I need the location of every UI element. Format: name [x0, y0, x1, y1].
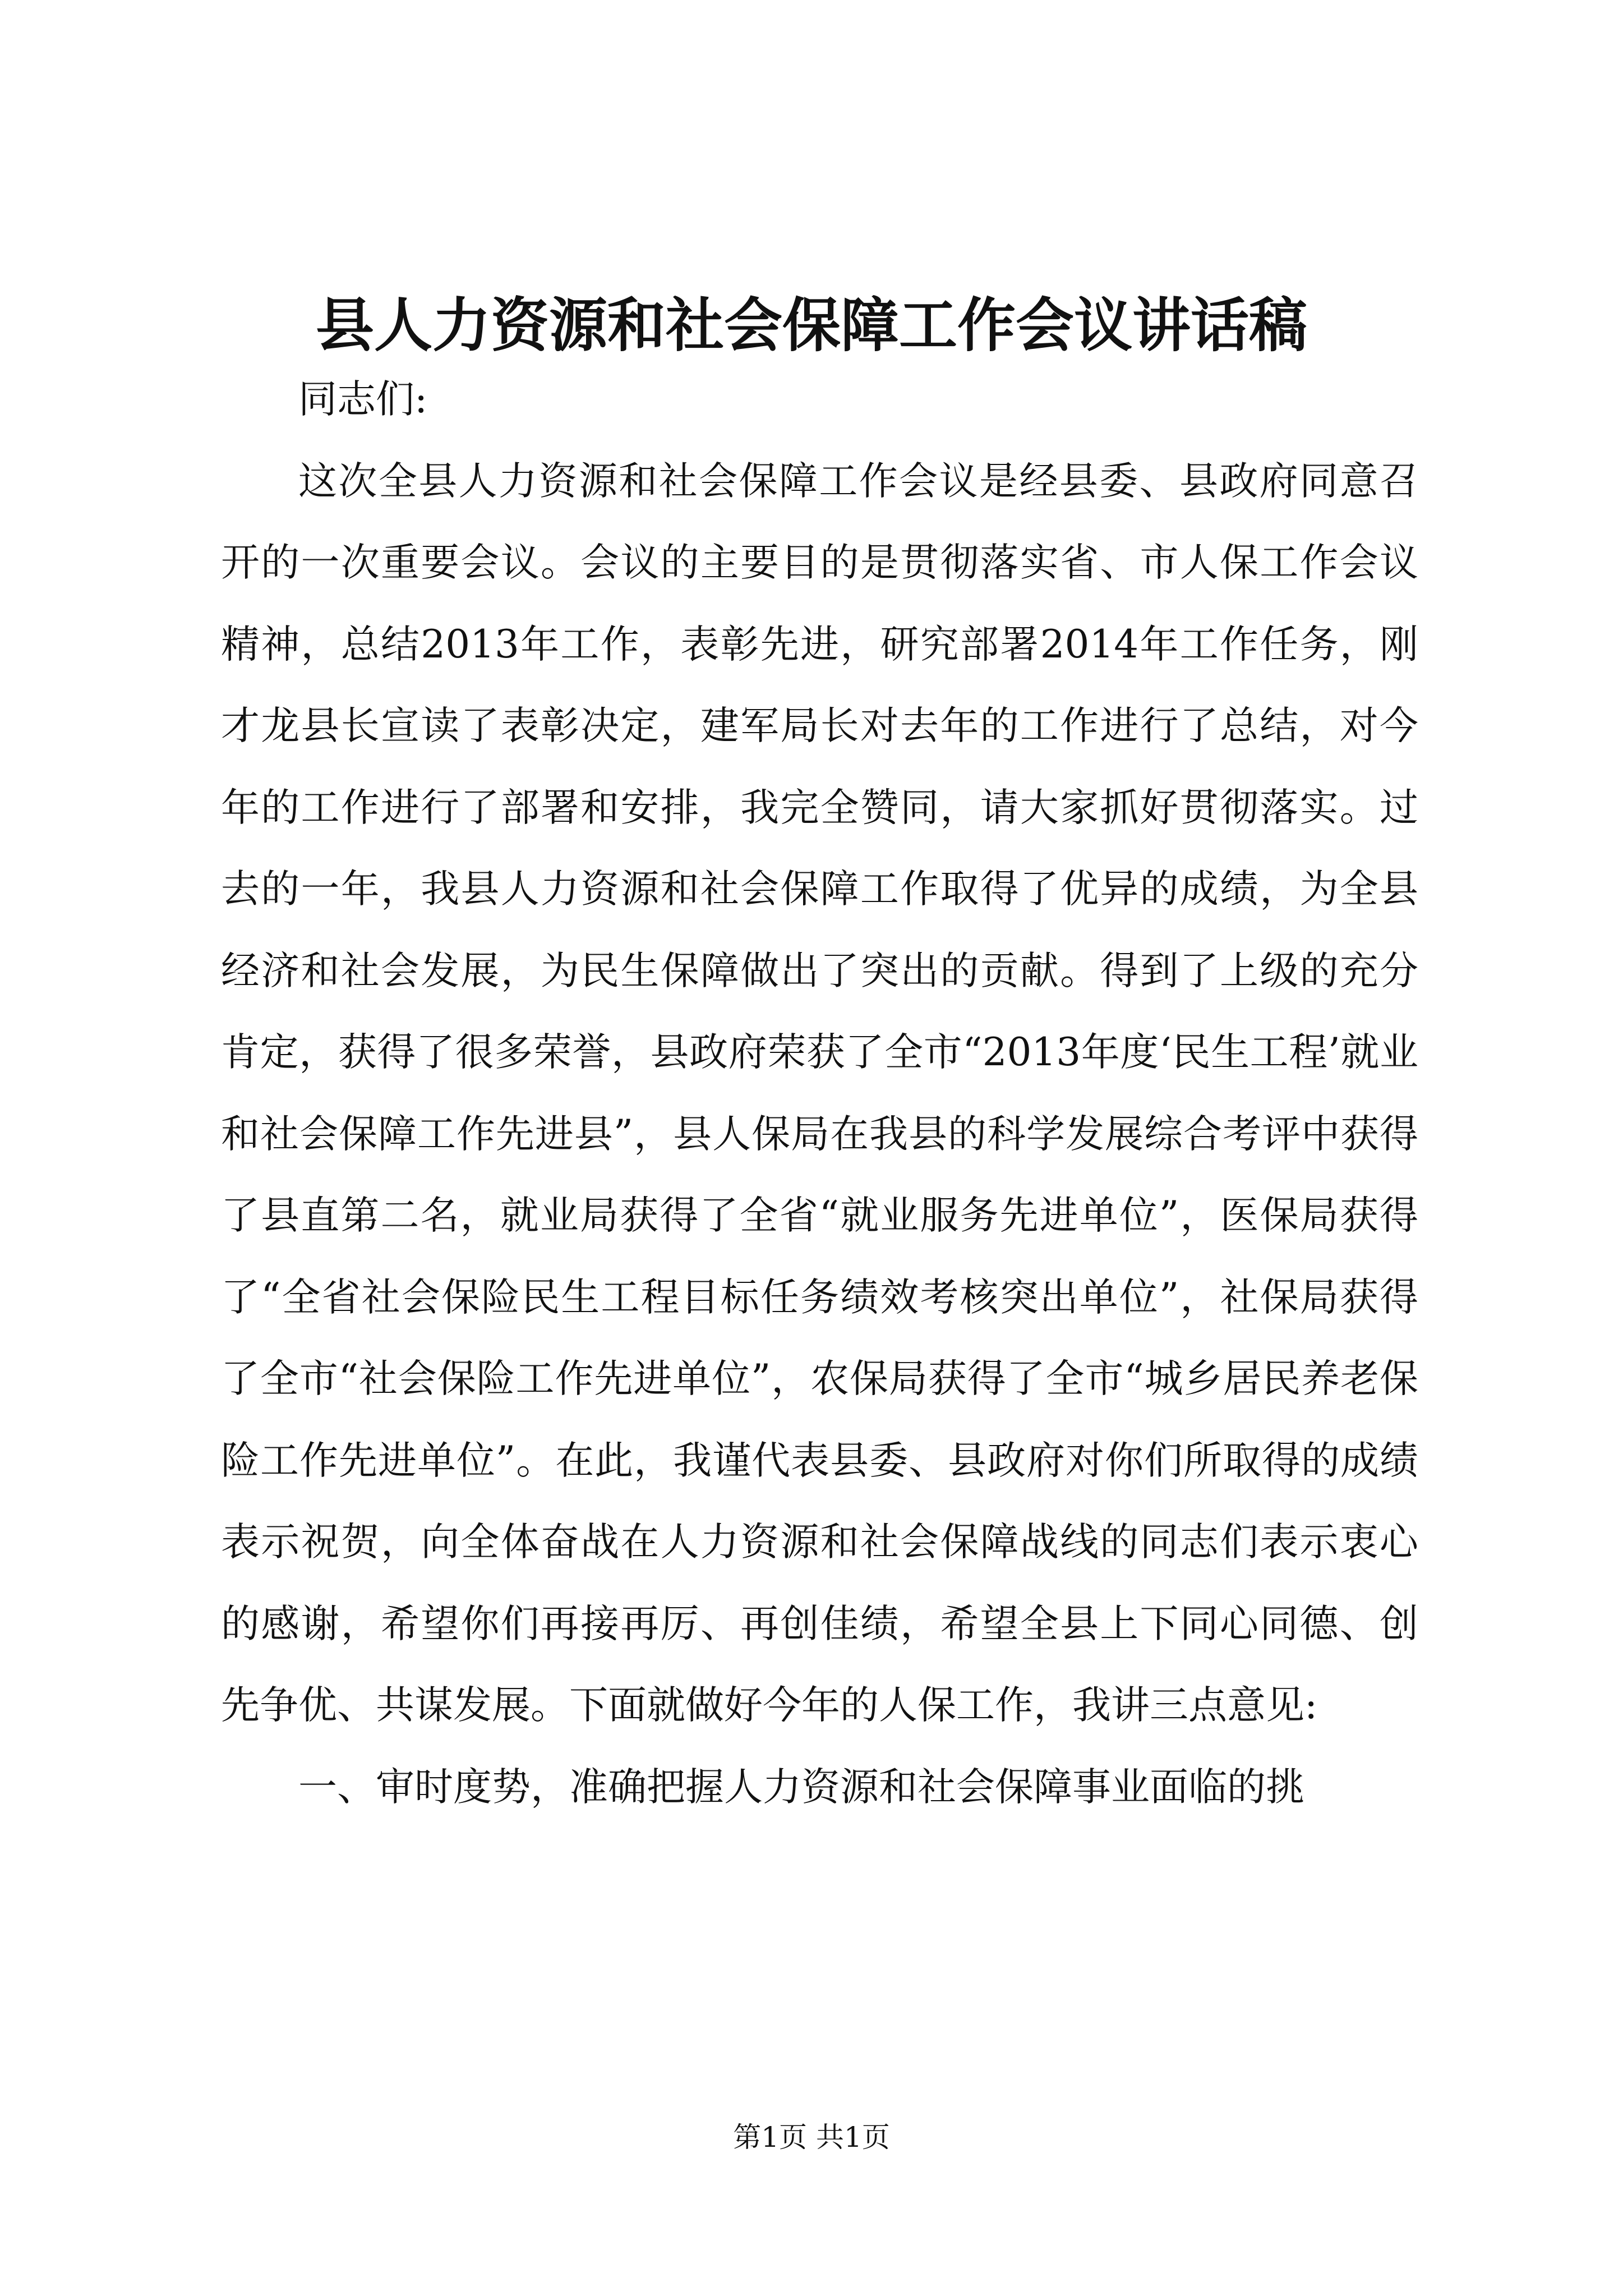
paragraph-section-one: 一、审时度势，准确把握人力资源和社会保障事业面临的挑	[298, 1764, 1304, 1810]
salutation: 同志们:	[298, 377, 428, 422]
page-footer: 第1页 共1页	[733, 2121, 890, 2154]
document-title: 县人力资源和社会保障工作会议讲话稿	[315, 291, 1307, 360]
paragraph-intro: 这次全县人力资源和社会保障工作会议是经县委、县政府同意召开的一次重要会议。会议的主要目的是贯彻落实省、市人保工作会议精神，总结2013年工作，表彰先进，研究部署2014年工作任务，刚才龙县长宣读了表彰决定，建军局长对去年的工作进行了总结，对今年的工作进行了部署和安排，我完全赞同，请大家抓好贯彻落实。过去的一年，我县人力资源和社会保障工作取得了优异的成绩，为全县经济和社会发展，为民生保障做出了突出的贡献。得到了上级的充分肯定，获得了很多荣誉，县政府荣获了全市“2013年度‘民生工程’就业和社会保障工作先进县”，县人保局在我县的科学发展综合考评中获得了县直第二名，就业局获得了全省“就业服务先进单位”，医保局获得了“全省社会保险民生工程目标任务绩效考核突出单位”，社保局获得了全市“社会保险工作先进单位”，农保局获得了全市“城乡居民养老保险工作先进单位”。在此，我谨代表县委、县政府对你们所取得的成绩表示祝贺，向全体奋战在人力资源和社会保障战线的同志们表示衷心的感谢，希望你们再接再厉、再创佳绩，希望全县上下同心同德、创先争优、共谋发展。下面就做好今年的人保工作，我讲三点意见:	[221, 458, 1418, 1728]
document-body	[221, 359, 1418, 1828]
